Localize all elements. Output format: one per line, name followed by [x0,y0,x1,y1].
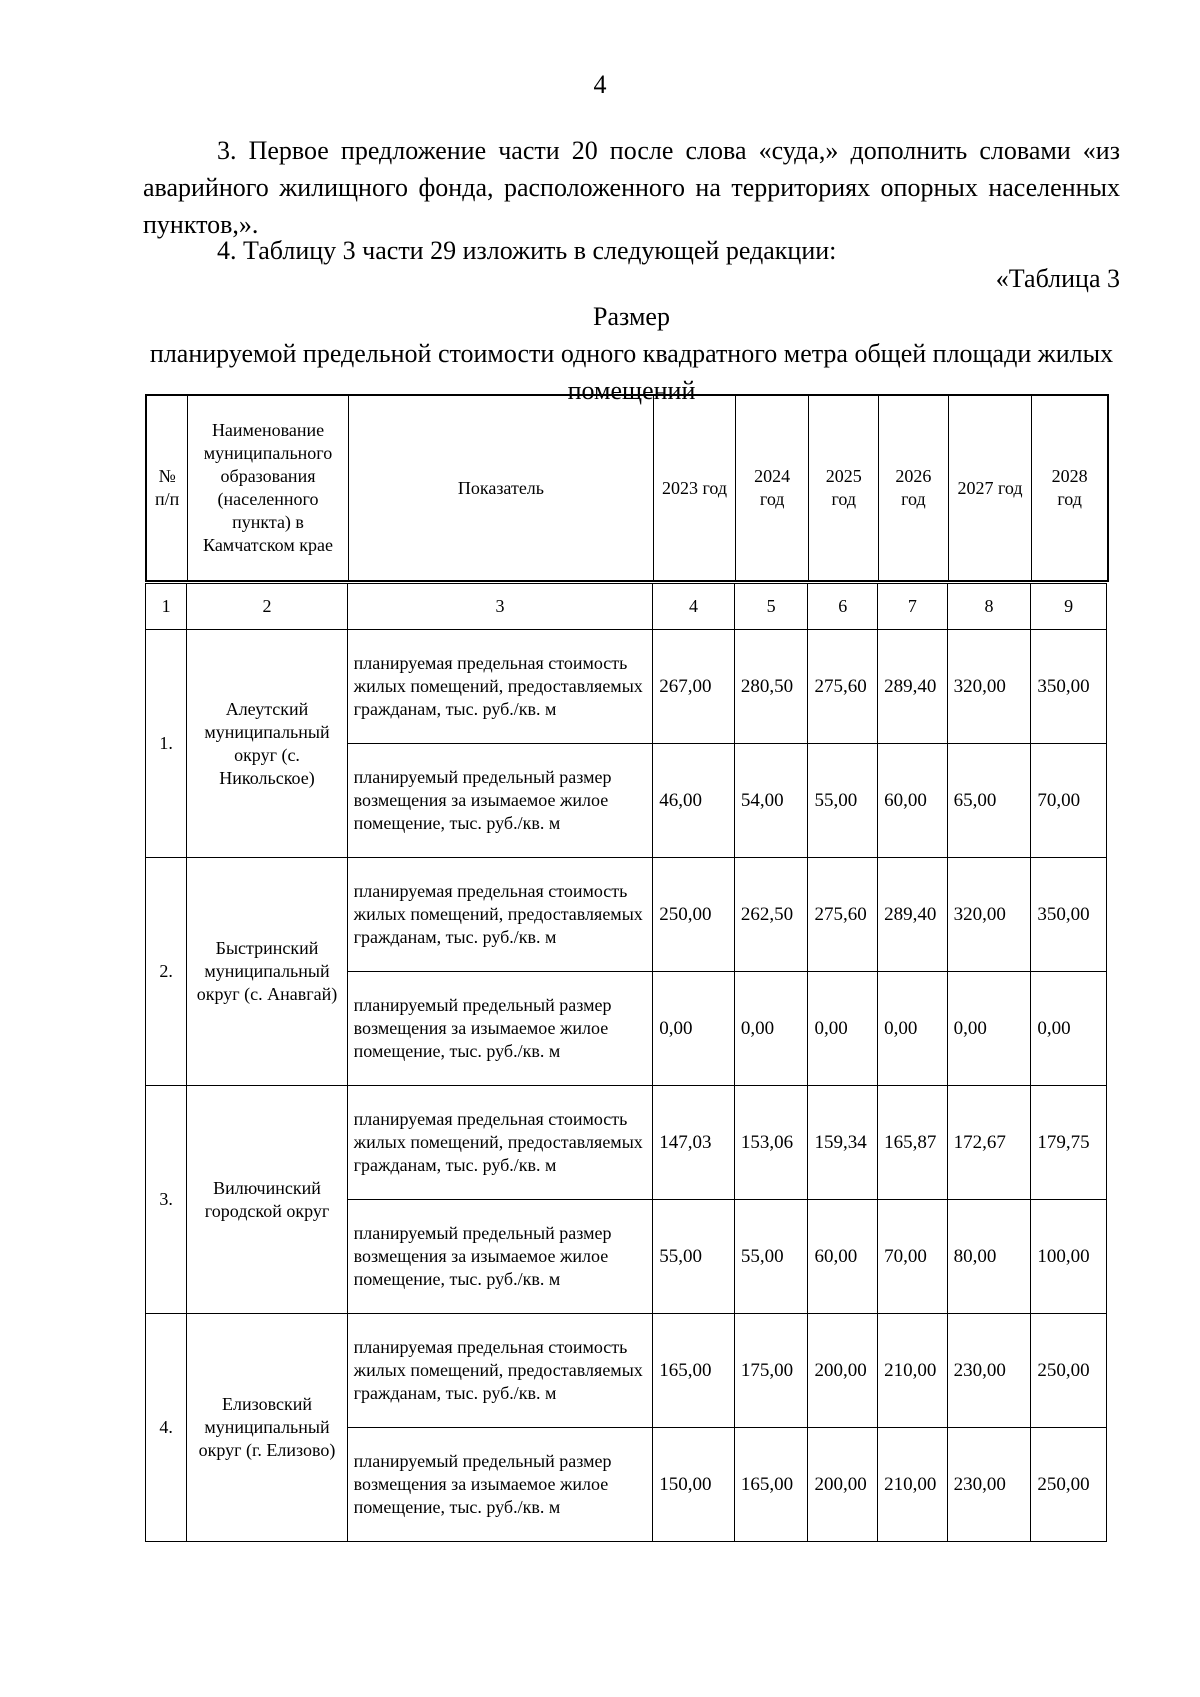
value-cell: 250,00 [653,858,735,972]
page-number: 4 [593,70,607,99]
value-cell: 46,00 [653,744,735,858]
header-year: 2026 год [879,395,949,581]
indicator-cost: планируемая предельная стоимость жилых помещений, предоставляемых гражданам, тыс. руб./кв. м [347,1314,653,1428]
value-cell: 0,00 [808,972,878,1086]
value-cell: 230,00 [947,1428,1031,1542]
value-cell: 275,60 [808,858,878,972]
header-year: 2025 год [809,395,879,581]
value-cell: 70,00 [1031,744,1107,858]
value-cell: 200,00 [808,1314,878,1428]
municipality-name: Алеутский муниципальный округ (с. Никольское) [187,630,347,858]
value-cell: 0,00 [878,972,948,1086]
column-number: 8 [947,584,1031,630]
row-number: 4. [146,1314,187,1542]
value-cell: 147,03 [653,1086,735,1200]
value-cell: 179,75 [1031,1086,1107,1200]
value-cell: 250,00 [1031,1428,1107,1542]
table-row [146,1086,1107,1200]
column-number: 7 [878,584,948,630]
municipality-name: Елизовский муниципальный округ (г. Елизово) [187,1314,347,1542]
header-year: 2023 год [654,395,736,581]
value-cell: 0,00 [947,972,1031,1086]
value-cell: 262,50 [734,858,808,972]
value-cell: 70,00 [878,1200,948,1314]
municipality-name: Быстринский муниципальный округ (с. Анавгай) [187,858,347,1086]
value-cell: 80,00 [947,1200,1031,1314]
value-cell: 175,00 [734,1314,808,1428]
value-cell: 0,00 [1031,972,1107,1086]
value-cell: 267,00 [653,630,735,744]
header-year: 2028 год [1032,395,1108,581]
value-cell: 0,00 [653,972,735,1086]
value-cell: 210,00 [878,1314,948,1428]
value-cell: 159,34 [808,1086,878,1200]
value-cell: 172,67 [947,1086,1031,1200]
indicator-compensation: планируемый предельный размер возмещения за изымаемое жилое помещение, тыс. руб./кв. м [347,1200,653,1314]
value-cell: 150,00 [653,1428,735,1542]
value-cell: 350,00 [1031,630,1107,744]
value-cell: 65,00 [947,744,1031,858]
table-header [145,394,1109,582]
column-number: 9 [1031,584,1107,630]
table-body [146,584,1107,1542]
column-number: 2 [187,584,347,630]
value-cell: 165,87 [878,1086,948,1200]
header-municipality: Наименование муниципального образования (населенного пункта) в Камчатском крае [188,395,348,581]
municipality-name: Вилючинский городской округ [187,1086,347,1314]
paragraph-4: 4. Таблицу 3 части 29 изложить в следующей редакции: [217,236,837,265]
value-cell: 289,40 [878,630,948,744]
header-num: № п/п [146,395,188,581]
value-cell: 210,00 [878,1428,948,1542]
table-title-line-2: планируемой предельной стоимости одного квадратного метра общей площади жилых помещений [149,339,1114,405]
value-cell: 275,60 [808,630,878,744]
value-cell: 100,00 [1031,1200,1107,1314]
value-cell: 350,00 [1031,858,1107,972]
header-year: 2024 год [735,395,809,581]
value-cell: 54,00 [734,744,808,858]
value-cell: 0,00 [734,972,808,1086]
column-number: 6 [808,584,878,630]
value-cell: 320,00 [947,858,1031,972]
indicator-cost: планируемая предельная стоимость жилых помещений, предоставляемых гражданам, тыс. руб./кв. м [347,630,653,744]
paragraph-3: 3. Первое предложение части 20 после слова «суда,» дополнить словами «из аварийного жилищного фонда, расположенного на территориях опорных населенных пунктов,». [143,136,1120,239]
value-cell: 60,00 [878,744,948,858]
value-cell: 153,06 [734,1086,808,1200]
data-table [145,583,1107,1542]
column-number: 1 [146,584,187,630]
row-number: 2. [146,858,187,1086]
indicator-compensation: планируемый предельный размер возмещения за изымаемое жилое помещение, тыс. руб./кв. м [347,972,653,1086]
indicator-cost: планируемая предельная стоимость жилых помещений, предоставляемых гражданам, тыс. руб./кв. м [347,858,653,972]
column-number: 4 [653,584,735,630]
value-cell: 280,50 [734,630,808,744]
table-label: «Таблица 3 [995,264,1120,293]
indicator-compensation: планируемый предельный размер возмещения за изымаемое жилое помещение, тыс. руб./кв. м [347,744,653,858]
header-indicator: Показатель [348,395,654,581]
row-number: 3. [146,1086,187,1314]
table-title [143,298,1120,409]
table-row [146,858,1107,972]
value-cell: 230,00 [947,1314,1031,1428]
row-number: 1. [146,630,187,858]
value-cell: 60,00 [808,1200,878,1314]
indicator-compensation: планируемый предельный размер возмещения за изымаемое жилое помещение, тыс. руб./кв. м [347,1428,653,1542]
value-cell: 55,00 [734,1200,808,1314]
value-cell: 200,00 [808,1428,878,1542]
header-year: 2027 год [948,395,1032,581]
value-cell: 55,00 [808,744,878,858]
value-cell: 165,00 [653,1314,735,1428]
column-number: 3 [347,584,653,630]
value-cell: 165,00 [734,1428,808,1542]
table-row [146,1314,1107,1428]
column-numbers-row [146,584,1107,630]
indicator-cost: планируемая предельная стоимость жилых помещений, предоставляемых гражданам, тыс. руб./кв. м [347,1086,653,1200]
column-number: 5 [734,584,808,630]
table-title-line-1: Размер [593,302,670,331]
value-cell: 289,40 [878,858,948,972]
value-cell: 55,00 [653,1200,735,1314]
table-row [146,630,1107,744]
value-cell: 250,00 [1031,1314,1107,1428]
value-cell: 320,00 [947,630,1031,744]
